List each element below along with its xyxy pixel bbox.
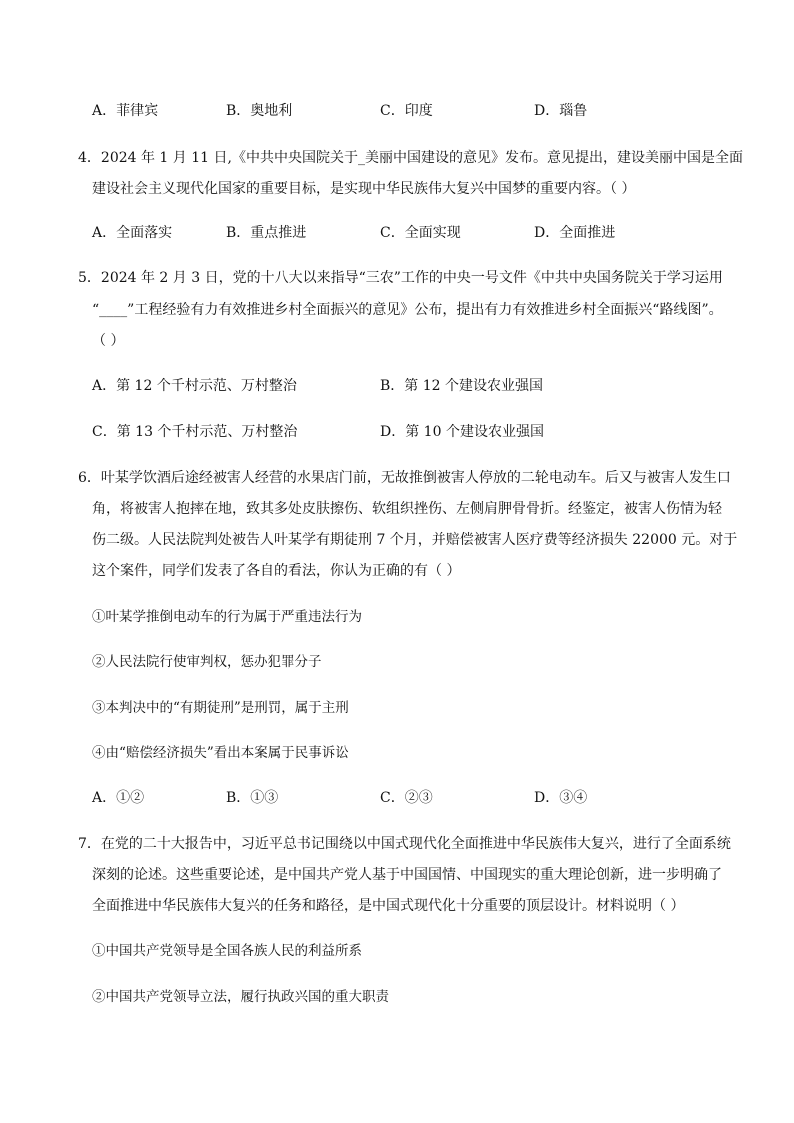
q6-option-a[interactable]: A．①②	[92, 790, 145, 806]
q7-stem-line-3: 全面推进中华民族伟大复兴的任务和路径，是中国式现代化十分重要的顶层设计。材料说明（ ）	[92, 898, 685, 914]
q5-stem-line-1: 5．2024 年 2 月 3 日，党的十八大以来指导“三农”工作的中央一号文件《中共中央国务院关于学习运用	[78, 270, 723, 286]
q6-stem-line-2: 角，将被害人抱摔在地，致其多处皮肤擦伤、软组织挫伤、左侧肩胛骨骨折。经鉴定，被害人伤情为轻	[92, 501, 722, 517]
q6-stem-line-4: 这个案件，同学们发表了各自的看法，你认为正确的有（ ）	[92, 563, 461, 579]
q4-option-d[interactable]: D．全面推进	[534, 225, 616, 241]
q6-option-c[interactable]: C．②③	[380, 790, 433, 806]
q4-option-c[interactable]: C．全面实现	[380, 225, 461, 241]
q5-option-d[interactable]: D．第 10 个建设农业强国	[380, 424, 544, 440]
q6-option-d[interactable]: D．③④	[534, 790, 588, 806]
q6-statement-2: ②人民法院行使审判权，惩办犯罪分子	[92, 654, 322, 670]
q5-option-b[interactable]: B．第 12 个建设农业强国	[380, 378, 544, 394]
q6-statement-4: ④由“赔偿经济损失”看出本案属于民事诉讼	[92, 745, 349, 761]
q3-option-c[interactable]: C．印度	[380, 103, 433, 119]
q3-option-b[interactable]: B．奥地利	[226, 103, 293, 119]
q3-option-d[interactable]: D．瑙鲁	[534, 103, 588, 119]
q4-option-a[interactable]: A．全面落实	[92, 225, 173, 241]
q5-option-c[interactable]: C．第 13 个千村示范、万村整治	[92, 424, 298, 440]
q5-stem-line-3: （ ）	[92, 333, 125, 349]
q6-option-b[interactable]: B．①③	[226, 790, 279, 806]
q6-statement-3: ③本判决中的“有期徒刑”是刑罚，属于主刑	[92, 700, 349, 716]
q5-option-a[interactable]: A．第 12 个千村示范、万村整治	[92, 378, 297, 394]
q7-stem-line-1: 7．在党的二十大报告中，习近平总书记围绕以中国式现代化全面推进中华民族伟大复兴，进行了全面系统	[78, 836, 731, 852]
q7-statement-2: ②中国共产党领导立法，履行执政兴国的重大职责	[92, 989, 389, 1005]
q6-statement-1: ①叶某学推倒电动车的行为属于严重违法行为	[92, 609, 362, 625]
q6-stem-line-1: 6．叶某学饮酒后途经被害人经营的水果店门前，无故推倒被害人停放的二轮电动车。后又与被害人发生口	[78, 470, 731, 486]
q4-stem-line-1: 4．2024 年 1 月 11 日,《中共中央国院关于_美丽中国建设的意见》发布。意见提出，建设美丽中国是全面	[78, 150, 743, 166]
q4-option-b[interactable]: B．重点推进	[226, 225, 307, 241]
q4-stem-line-2: 建设社会主义现代化国家的重要目标，是实现中华民族伟大复兴中国梦的重要内容。（ ）	[92, 181, 636, 197]
q7-statement-1: ①中国共产党领导是全国各族人民的利益所系	[92, 943, 362, 959]
q7-stem-line-2: 深刻的论述。这些重要论述，是中国共产党人基于中国国情、中国现实的重大理论创新，进一步明确了	[92, 867, 722, 883]
q6-stem-line-3: 伤二级。人民法院判处被告人叶某学有期徒刑 7 个月，并赔偿被害人医疗费等经济损失 22000 元。对于	[92, 532, 738, 548]
q3-option-a[interactable]: A．菲律宾	[92, 103, 159, 119]
q5-stem-line-2: “____”工程经验有力有效推进乡村全面振兴的意见》公布，提出有力有效推进乡村全面振兴“路线图”。	[92, 302, 723, 318]
